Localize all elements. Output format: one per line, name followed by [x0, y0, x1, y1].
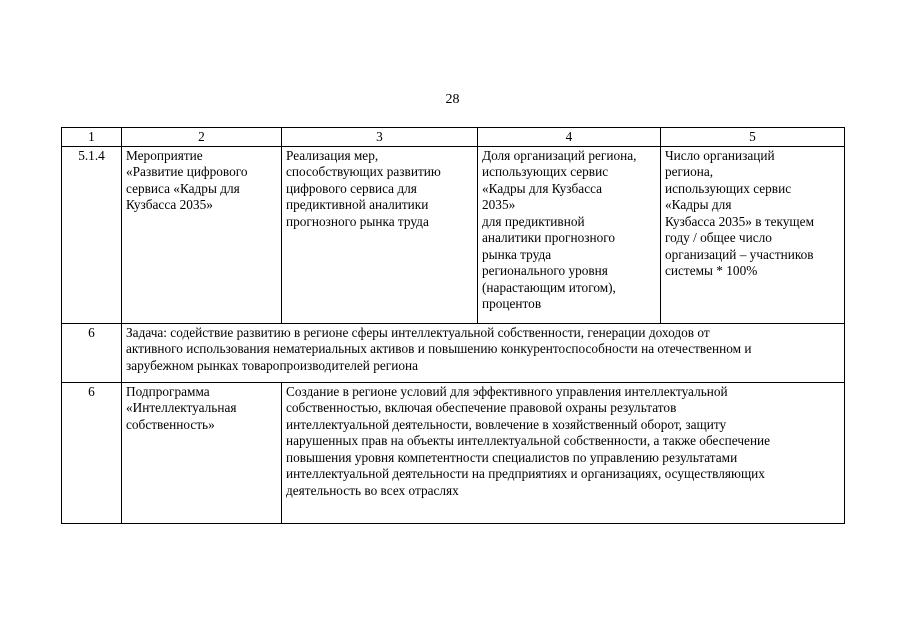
- column-number-5: 5: [661, 128, 845, 147]
- measure-formula: Число организаций региона, использующих сервис «Кадры для Кузбасса 2035» в текущем году / общее число организаций – участников системы * 100%: [661, 146, 845, 323]
- measure-description: Реализация мер, способствующих развитию цифрового сервиса для предиктивной аналитики прогнозного рынка труда: [282, 146, 478, 323]
- row-number: 6: [62, 323, 122, 382]
- table-row-subprogram: [62, 382, 845, 523]
- row-number: 5.1.4: [62, 146, 122, 323]
- table-row-measure: [62, 146, 845, 323]
- column-number-3: 3: [282, 128, 478, 147]
- task-text: Задача: содействие развитию в регионе сферы интеллектуальной собственности, генерации доходов от активного использования нематериальных активов и повышению конкурентоспособности на отечественном и зарубежном рынках товаропроизводителей региона: [122, 323, 845, 382]
- program-table: [61, 127, 845, 524]
- measure-indicator: Доля организаций региона, использующих сервис «Кадры для Кузбасса 2035» для предиктивной аналитики прогнозного рынка труда регионального уровня (нарастающим итогом), процентов: [478, 146, 661, 323]
- table-row-task: [62, 323, 845, 382]
- subprogram-name: Подпрограмма «Интеллектуальная собственность»: [122, 382, 282, 523]
- column-number-1: 1: [62, 128, 122, 147]
- measure-name: Мероприятие «Развитие цифрового сервиса «Кадры для Кузбасса 2035»: [122, 146, 282, 323]
- column-number-4: 4: [478, 128, 661, 147]
- subprogram-description: Создание в регионе условий для эффективного управления интеллектуальной собственностью, включая обеспечение правовой охраны результатов интеллектуальной деятельности, вовлечение в хозяйственный оборот, защиту нарушенных прав на объекты интеллектуальной собственности, а также обеспечение повышения уровня компетентности специалистов по управлению результатами интеллектуальной деятельности на предприятиях и организациях, осуществляющих деятельность во всех отраслях: [282, 382, 845, 523]
- table-header-row: [62, 128, 845, 147]
- row-number: 6: [62, 382, 122, 523]
- column-number-2: 2: [122, 128, 282, 147]
- page-number: 28: [445, 92, 460, 107]
